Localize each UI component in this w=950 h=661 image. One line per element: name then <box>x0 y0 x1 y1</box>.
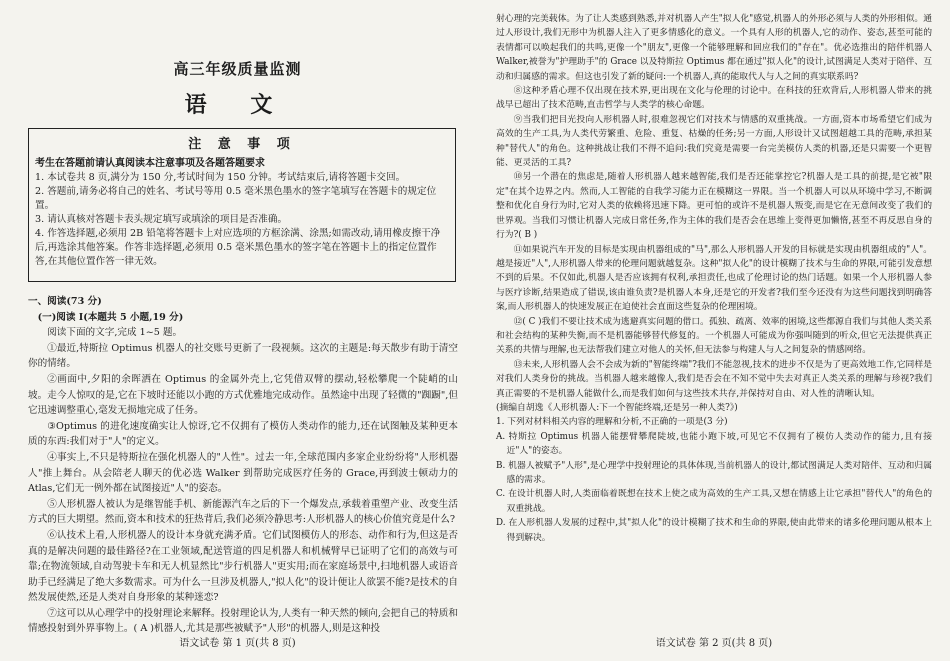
left-body <box>28 294 458 637</box>
paragraph: ⑪如果说汽车开发的目标是实现由机器组成的"马",那么人形机器人开发的目标就是实现由机器组成的"人"。越是接近"人",人形机器人带来的伦理问题就越复杂。这种"拟人化"的设计模糊了技术与生命的界限,可能引发意想不到的后果。不仅如此,机器人是否应该拥有权利,承担责任,也成了伦理讨论的热门话题。如果一个人形机器人参与医疗诊断,结果造成了错误,该由谁负责?是机器人本身,还是它的开发者?我们至今还没有为这些问题找到明确答案,而人形机器人的快速发展正在迫使社会直面这些复杂的伦理困境。 <box>496 244 932 313</box>
paragraph: ①最近,特斯拉 Optimus 机器人的社交账号更新了一段视频。这次的主题是:每天散步有助于清空你的情绪。 <box>28 342 458 370</box>
question-1 <box>496 415 932 545</box>
paragraph: ⑩另一个潜在的焦虑是,随着人形机器人越来越智能,我们是否还能掌控它?机器人是工具的前提,是它被"限定"在其个边界之内。然而,人工智能的自我学习能力正在模糊这一界限。当一个机器人可以从环境中学习,不断调整和优化自身行为时,它对人类的依赖将迅速下降。更可怕的或许不是机器人叛变,而是它在无意间改变了我们的世界观。当我们习惯让机器人完成日常任务,作为主体的我们是否会在思维上变得更加懒惰,甚至不再反思自身的行为?( B ) <box>496 172 932 241</box>
notice-heading: 注 意 事 项 <box>188 137 296 152</box>
notice-item: 2. 答题前,请务必将自己的姓名、考试号等用 0.5 毫米黑色墨水的签字笔填写在答题卡的规定位置。 <box>35 186 437 211</box>
paragraph: ⑬未来,人形机器人会不会成为新的"智能终端"?我们不能忽视,技术的进步不仅是为了更高效地工作,它同样是对我们人类身份的挑战。当机器人越来越像人,我们是否会在不知不觉中失去对真正人类关系的理解与珍视?我们真正需要的不是机器人能做什么,而是我们如何与这些技术共存,并保持对自由、对人性的清晰认知。 <box>496 359 932 399</box>
notice-box <box>28 128 456 282</box>
notice-item: 4. 作答选择题,必须用 2B 铅笔将答题卡上对应选项的方框涂满、涂黑;如需改动,请用橡皮擦干净后,再选涂其他答案。作答非选择题,必须用 0.5 毫米黑色墨水的签字笔在答题卡上的指定位置作答,在其他位置作答一律无效。 <box>35 228 441 267</box>
page-footer: 语文试卷 第 2 页(共 8 页) <box>655 638 773 649</box>
subject-title: 语 文 <box>184 92 291 118</box>
question-option: A. 特斯拉 Optimus 机器人能摆臂攀爬陡坡,也能小跑下坡,可见它不仅拥有了模仿人类动作的能力,且有接近"人"的姿态。 <box>496 431 932 457</box>
notice-item: 1. 本试卷共 8 页,满分为 150 分,考试时间为 150 分钟。考试结束后,请将答题卡交回。 <box>35 172 406 183</box>
page-right <box>478 0 950 661</box>
paragraph: ⑦这可以从心理学中的投射理论来解释。投射理论认为,人类有一种天然的倾向,会把自己的特质和情感投射到外界事物上。( A )机器人,尤其是那些被赋予"人形"的机器人,则是这种投 <box>28 607 458 635</box>
instruction: 阅读下面的文字,完成 1~5 题。 <box>47 327 183 339</box>
question-option: C. 在设计机器人时,人类面临着既想在技术上使之成为高效的生产工具,又想在情感上让它承担"替代人"的角色的双重挑战。 <box>496 489 932 514</box>
paragraph: ⑤人形机器人被认为是继智能手机、新能源汽车之后的下一个爆发点,承载着重塑产业、改变生活方式的巨大期望。然而,资本和技术的狂热背后,我们必须冷静思考:人形机器人的核心价值究竟是什么? <box>28 498 458 526</box>
question-stem: 1. 下列对材料相关内容的理解和分析,不正确的一项是(3 分) <box>496 417 728 428</box>
section-heading: 一、阅读(73 分) <box>28 296 102 307</box>
paragraph: ⑫( C )我们不要让技术成为逃避真实问题的借口。孤独、疏离、效率的困境,这些都源自我们与其他人类关系和社会结构的某种失衡,而不是机器能够替代修复的。一个机器人可能成为你强叫随到的听众,但它无法提供真正关系的共情与理解,也无法帮我们建立对他人的关怀,但无法参与构建人与人之间复杂的情感网络。 <box>496 316 932 356</box>
source-citation: (摘编自胡逸《人形机器人:下一个智能终端,还是另一种人类?》) <box>496 402 738 413</box>
paragraph: ⑨当我们把目光投向人形机器人时,很难忽视它们对技术与情感的双重挑战。一方面,资本市场希望它们成为高效的生产工具,为人类代劳繁重、危险、重复、枯燥的任务;另一方面,人形设计又试图超越工具的范畴,承担某种"替代人"的角色。这种挑战让我们不得不追问:我们究竟是需要一台完美模仿人类的机器,还是只需要一个更智能、更灵活的工具? <box>496 114 932 169</box>
paragraph: 射心理的完美载体。为了让人类感到熟悉,并对机器人产生"拟人化"感觉,机器人的外形必须与人类的外形相似。通过人形设计,我们无形中为机器人注入了更多情感化的意义。一个具有人形的机器人,它的动作、姿态,甚至可能的表情都可以唤起我们的共鸣,更像一个"朋友",更像一个能够理解和回应我们的"存在"。优必选推出的陪伴机器人 Walker,被誉为"护理助手"的 Grace 以及特斯拉 Optimus 都在通过"拟人化"的设计,试图满足人类对于陪伴、互动和归属感的需求。但这也引发了新的疑问:一个机器人,真的能取代人与人之间的真实联系吗? <box>496 14 932 82</box>
notice-lead: 考生在答题前请认真阅读本注意事项及各题答题要求 <box>35 158 265 169</box>
paragraph: ④事实上,不只是特斯拉在强化机器人的"人性"。过去一年,全球范围内多家企业纷纷将"人形机器人"推上舞台。从会陪老人聊天的优必选 Walker 到帮助完成医疗任务的 Grace,再到波士顿动力的 Atlas,它们无一例外都在试图接近"人"的姿态。 <box>28 451 458 495</box>
paragraph: ⑧这种矛盾心理不仅出现在技术界,更出现在文化与伦理的讨论中。在科技的狂欢背后,人形机器人带来的挑战早已超出了技术范畴,直击哲学与人类学的核心命题。 <box>496 86 932 111</box>
exam-title: 高三年级质量监测 <box>173 60 302 78</box>
notice-item: 3. 请认真核对答题卡表头规定填写或填涂的项目是否准确。 <box>35 214 288 225</box>
question-option: B. 机器人被赋予"人形",是心理学中投射理论的具体体现,当前机器人的设计,都试图满足人类对陪伴、互动和归属感的需求。 <box>496 460 932 485</box>
right-body <box>496 12 932 545</box>
paragraph: ③Optimus 的进化速度确实让人惊讶,它不仅拥有了模仿人类动作的能力,还在试图触及某种更本质的东西:我们对于"人"的定义。 <box>28 420 458 448</box>
paragraph: ⑥认技术上看,人形机器人的设计本身就充满矛盾。它们试图模仿人的形态、动作和行为,但这是否真的是解决问题的最佳路径?在工业领域,配送管道的四足机器人和机械臂早已证明了它们的高效与可靠;在物流领域,自动驾驶卡车和无人机显然比"步行机器人"更实用;而在家庭场景中,扫地机器人或语音助手已经满足了绝大多数需求。可为什么一旦涉及机器人,"拟人化"的设计便让人欲罢不能?是技术的自然发展使然,还是人类对自身形象的某种迷恋? <box>28 529 458 604</box>
page-footer: 语文试卷 第 1 页(共 8 页) <box>179 638 296 649</box>
question-option: D. 在人形机器人发展的过程中,其"拟人化"的设计模糊了技术和生命的界限,使由此带来的诸多伦理问题从根本上得到解决。 <box>496 518 932 543</box>
paragraph: ②画面中,夕阳的余晖洒在 Optimus 的金属外壳上,它凭借双臂的摆动,轻松攀爬一个陡峭的山坡。走今人惊叹的是,它在下坡时还能以小跑的方式优雅地完成动作。虽然途中出现了轻微的"踟蹰",但它迅速调整重心,毫发无损地完成了任务。 <box>28 373 458 417</box>
subsection-heading: (一)阅读 Ⅰ(本题共 5 小题,19 分) <box>37 311 184 323</box>
